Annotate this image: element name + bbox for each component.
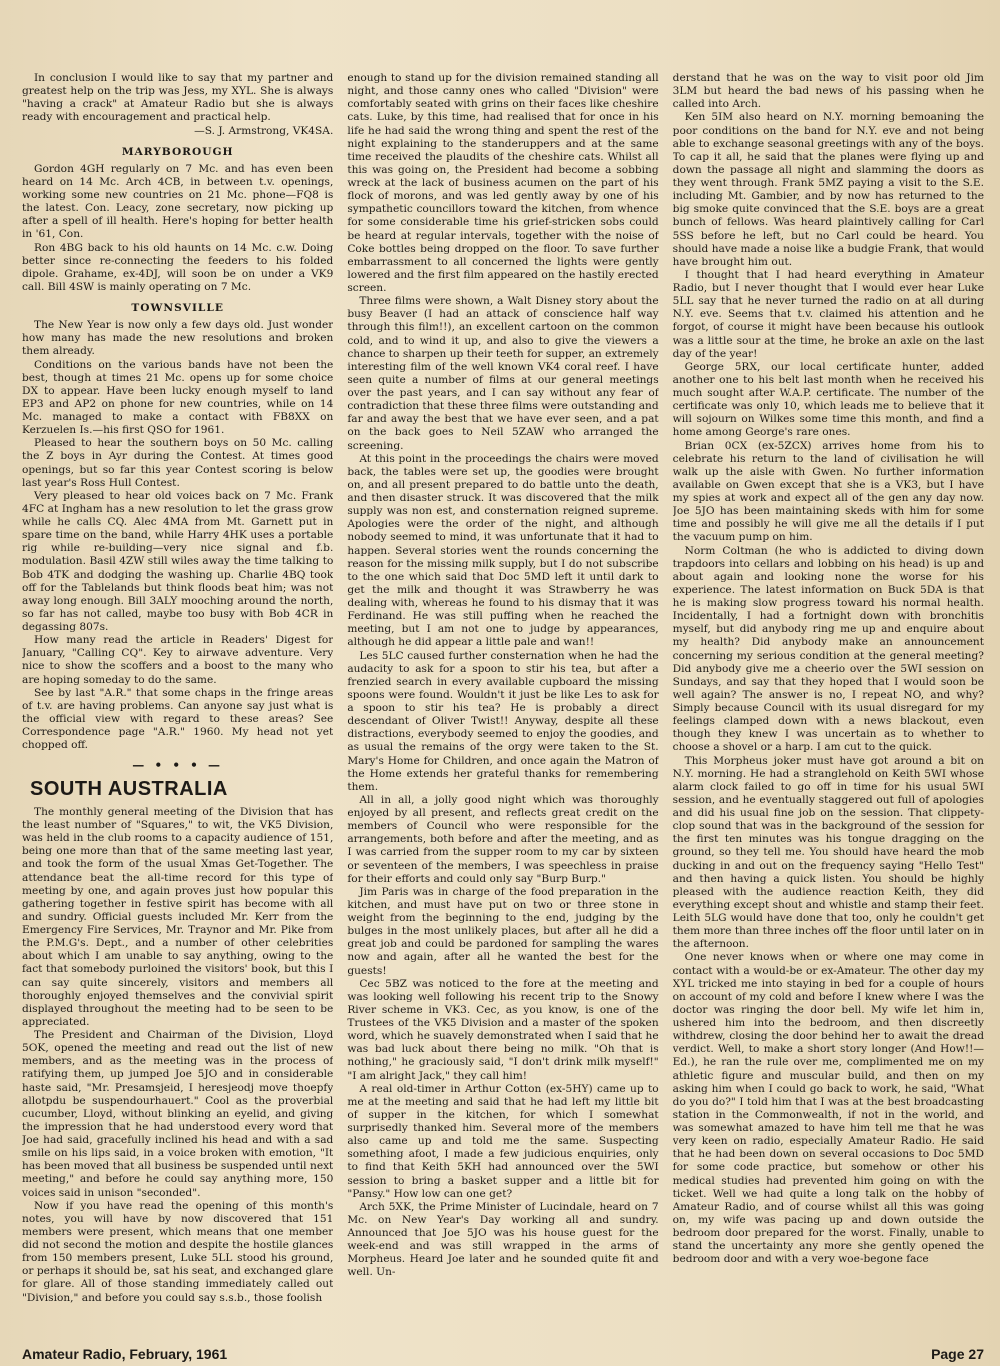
column-2 bbox=[347, 72, 658, 1334]
paragraph: One never knows when or where one may come in contact with a would-be or ex-Amateur. The other day my XYL tricked me into staying in bed for a couple of hours on account of my cold and before I knew where I was the doctor was ringing the door bell. My wife let him in, ushered him into the bedroom, and then discreetly withdrew, closing the door behind her to await the dread verdict. Well, to make a short story longer (And How!!—Ed.), he ran the rule over me, complimented me on my athletic figure and muscular build, and then on my asking him when I could go back to work, he said, "What do you do?" I told him that I was at the best broadcasting station in the Commonwealth, if not in the world, and was somewhat amazed to have him tell me that he was very keen on radio, especially Amateur Radio. He said that he had been down on several occasions to Doc 5MD for some code practice, but somehow or other his medical studies had prevented him going on with the ticket. Well we had quite a long talk on the hobby of Amateur Radio, and of course whilst all this was going on, my wife was pacing up and down outside the bedroom door prepared for the worst. Finally, unable to stand the uncertainty any more she gently opened the bedroom door and with a very woe-begone face bbox=[672, 951, 984, 1266]
paragraph: Very pleased to hear old voices back on 7 Mc. Frank 4FC at Ingham has a new resolution to let the grass grow while he calls CQ. Alec 4MA from Mt. Garnett put in spare time on the band, while Harry 4HK uses a portable rig while re-building—very nice signal and f.b. modulation. Basil 4ZW still wiles away the time talking to Bob 4TK and dodging the washing up. Charlie 4BQ took off for the Tablelands but think floods beat him; was not away long enough. Bill 3ALY mooching around the north, so far has not called, maybe too busy with Bob 4CR in degassing 807s. bbox=[22, 489, 334, 633]
paragraph: Conditions on the various bands have not been the best, though at times 21 Mc. opens up for some choice DX to appear. Have been lucky enough myself to land EP3 and AP2 on phone for new countries, while on 14 Mc. managed to make a contact with FB8XX on Kerzuelen Is.—his first QSO for 1961. bbox=[22, 358, 334, 437]
section-title-south-australia: SOUTH AUSTRALIA bbox=[30, 778, 228, 801]
paragraph: enough to stand up for the division remained standing all night, and those canny ones who called "Division" were comfortably seated with grins on their faces like cheshire cats. Luke, by this time, had realised that for once in his life he had said the wrong thing and spent the rest of the night explaining to the standeruppers and at the same time received the plaudits of the cheshire cats. Whilst all this was going on, the President had become a sobbing wreck at the lack of business acumen on the part of his flock of morons, and was led gently away by one of his sympathetic councillors toward the kitchen, from whence for some considerable time his grief-stricken sobs could be heard at regular intervals, together with the noise of Coke bottles being dropped on the floor. To save further embarrassment to all concerned the lights were gently lowered and the first film appeared on the hastily erected screen. bbox=[347, 72, 659, 294]
section-divider: — • • • — bbox=[132, 758, 224, 773]
footer-publication: Amateur Radio, February, 1961 bbox=[22, 1346, 228, 1362]
column-1 bbox=[22, 72, 333, 1334]
paragraph: The New Year is now only a few days old. Just wonder how many has made the new resolutions and broken them already. bbox=[22, 319, 334, 358]
paragraph: I thought that I had heard everything in Amateur Radio, but I never thought that I would ever hear Luke 5LL say that he never turned the radio on at all during N.Y. eve. Seems that t.v. claimed his attention and he forgot, of course it might have been because his outlook was a little sour at the time, he broke an axle on the last day of the year! bbox=[672, 268, 984, 360]
paragraph: derstand that he was on the way to visit poor old Jim 3LM but heard the bad news of his passing when he called into Arch. bbox=[672, 72, 984, 111]
paragraph: Jim Paris was in charge of the food preparation in the kitchen, and must have put on two or three stone in weight from the beginning to the end, judging by the bulges in the most unlikely places, but after all he did a great job and could be pardoned for sampling the wares now and again, after all he wanted the best for the guests! bbox=[347, 885, 659, 977]
paragraph: Les 5LC caused further consternation when he had the audacity to ask for a spoon to stir his tea, but after a frenzied search in every available cupboard the missing spoons were found. Wouldn't it just be like Les to ask for a spoon to stir his tea? He is probably a direct descendant of Oliver Twist!! Anyway, despite all these distractions, everybody seemed to enjoy the goodies, and as usual the remains of the orgy were taken to the St. Mary's Home for Children, and once again the Matron of the Home extends her grateful thanks for remembering them. bbox=[347, 649, 659, 793]
paragraph: At this point in the proceedings the chairs were moved back, the tables were set up, the goodies were brought on, and all present prepared to do battle unto the death, and then disaster struck. It was discovered that the milk supply was non est, and consternation reigned supreme. Apologies were the order of the night, and although nobody seemed to mind, it was unfortunate that it had to happen. Several stories went the rounds concerning the reason for the missing milk supply, but I do not subscribe to the one which said that Doc 5MD left it until dark to get the milk and thought it was Strawberry he was dealing with, whereas he found to his dismay that it was Ferdinand. He was still puffing when he reached the meeting, but I am not one to judge by appearances, although he did appear a little pale and wan!! bbox=[347, 452, 659, 649]
paragraph: George 5RX, our local certificate hunter, added another one to his belt last month when he received his much sought after W.A.P. certificate. The number of the certificate was only 10, which leads me to believe that it will sojourn on Wilkes some time this month, and find a home among George's rare ones. bbox=[672, 360, 984, 439]
footer-page-number: Page 27 bbox=[931, 1346, 984, 1362]
paragraph: This Morpheus joker must have got around a bit on N.Y. morning. He had a stranglehold on Keith 5WI whose alarm clock failed to go off in time for his usual 5WI session, and he eventually staggered out full of apologies and did his usual fine job on the session. That clippety-clop sound that was in the background of the session for the first ten minutes was his tongue dragging on the ground, so they tell me. You should have heard the mob ducking in and out on the frequency saying "Hello Test" and then having a quick listen. You should be highly pleased with the audience reaction Keith, they did everything except shout and whistle and stamp their feet. Leith 5LG would have done that too, only he couldn't get them more than three inches off the floor until later on in the afternoon. bbox=[672, 754, 984, 951]
paragraph: A real old-timer in Arthur Cotton (ex-5HY) came up to me at the meeting and said that he had left my little bit of supper in the kitchen, for which I somewhat surprisedly thanked him. Several more of the members also came up and told me the same. Suspecting something afoot, I made a few judicious enquiries, only to find that Keith 5KH had announced over the 5WI session to bring a basket supper and a little bit for "Pansy." How low can one get? bbox=[347, 1082, 659, 1200]
paragraph: Cec 5BZ was noticed to the fore at the meeting and was looking well following his recent trip to the Snowy River scheme in VK3. Cec, as you know, is one of the Trustees of the VK5 Division and a master of the spoken word, which he suavely demonstrated when I said that he was bad luck about there being no milk. "Oh that is nothing," he graciously said, "I don't drink milk myself!" "I am alright Jack," they call him! bbox=[347, 977, 659, 1082]
text-columns bbox=[22, 72, 984, 1334]
paragraph: Arch 5XK, the Prime Minister of Lucindale, heard on 7 Mc. on New Year's Day working all and sundry. Announced that Joe 5JO was his house guest for the week-end and was still wrapped in the arms of Morpheus. Heard Joe later and he sounded quite fit and well. Un- bbox=[347, 1200, 659, 1279]
paragraph: Pleased to hear the southern boys on 50 Mc. calling the Z boys in Ayr during the Contest. At times good openings, but so far this year Contest scoring is below last year's Ross Hull Contest. bbox=[22, 437, 334, 489]
paragraph: Norm Coltman (he who is addicted to diving down trapdoors into cellars and lobbing on his head) is up and about again and looking none the worse for his experience. The latest information on Buck 5DA is that he is making slow progress toward his normal health. Incidentally, I had a fortnight down with bronchitis myself, but did anybody ring me up and enquire about my health? Did anybody make an announcement concerning my serious condition at the general meeting? Did anybody give me a cheerio over the 5WI session on Sundays, and say that they hoped that I would soon be well again? The answer is no, I repeat NO, and why? Simply because Council with its usual disregard for my feelings clamped down with a news blackout, even though they knew I was uncertain as to whether to choose a shovel or a harp. I am cut to the quick. bbox=[672, 544, 984, 754]
paragraph: Three films were shown, a Walt Disney story about the busy Beaver (I had an attack of conscience half way through this film!!), an excellent cartoon on the common cold, and to wind it up, and also to give the viewers a chance to sharpen up their teeth for supper, an extremely interesting film of the well known VK4 coral reef. I have seen quite a number of films at our general meetings over the past years, and I can say without any fear of contradiction that these three films were outstanding and far and away the best that we have ever seen, and a pat on the back goes to Neil 5ZAW who arranged the screening. bbox=[347, 295, 659, 452]
column-3 bbox=[673, 72, 984, 1334]
paragraph: Ken 5IM also heard on N.Y. morning bemoaning the poor conditions on the band for N.Y. eve and not being able to exchange seasonal greetings with any of the boys. To cap it all, he said that the planes were flying up and down the passage all night and slamming the doors as they went through. Frank 5MZ paying a visit to the S.E. including Mt. Gambier, and by now has returned to the big smoke quite convinced that the S.E. boys are a great bunch of fellows. Was heard plaintively calling for Carl 5SS before he left, but no Carl could be heard. You should have made a noise like a budgie Frank, that would have brought him out. bbox=[672, 111, 984, 268]
paragraph: Ron 4BG back to his old haunts on 14 Mc. c.w. Doing better since re-connecting the feeders to his folded dipole. Grahame, ex-4DJ, will soon be on under a VK9 call. Bill 4SW is mainly operating on 7 Mc. bbox=[22, 241, 334, 293]
paragraph: The President and Chairman of the Division, Lloyd 5OK, opened the meeting and read out the list of new members, and as the meeting was in the process of ratifying them, up jumped Joe 5JO and in considerable haste said, "Mr. Presamsjeid, I heresjeodj move thoepfy allotpdu be suspendourhauert." Cool as the proverbial cucumber, Lloyd, without blinking an eyelid, and giving the impression that he had understood every word that Joe had said, gracefully inclined his head and with a sad smile on his lips said, in a voice broken with emotion, "It has been moved that all business be suspended until next meeting," and before he could say anything more, 150 voices said in unison "seconded". bbox=[22, 1029, 334, 1199]
signature: —S. J. Armstrong, VK4SA. bbox=[194, 124, 334, 137]
page-footer bbox=[22, 1346, 984, 1362]
paragraph: Now if you have read the opening of this month's notes, you will have by now discovered that 151 members were present, which means that one member did not second the motion and despite the hostile glances from 150 members present, Luke 5LL stood his ground, or perhaps it should be, sat his seat, and exchanged glare for glare. All of those standing immediately called out "Division," and before you could say s.s.b., those foolish bbox=[22, 1199, 334, 1304]
paragraph: The monthly general meeting of the Division that has the least number of "Squares," to wit, the VK5 Division, was held in the club rooms to a capacity audience of 151, being one more than that of the same meeting last year, and took the form of the usual Xmas Get-Together. The attendance beat the all-time record for this type of meeting by one, and again proves just how popular this gathering together in festive spirit has become with all and sundry. Official guests included Mr. Kerr from the Emergency Fire Services, Mr. Traynor and Mr. Pike from the P.M.G's. Dept., and a number of other celebrities about which I am unable to say anything, owing to the fact that somebody purloined the visitors' book, but this I can say quite sincerely, visitors and members all thoroughly enjoyed themselves and the convivial spirit displayed throughout the meeting had to be seen to be appreciated. bbox=[22, 805, 334, 1028]
paragraph: See by last "A.R." that some chaps in the fringe areas of t.v. are having problems. Can anyone say just what is the official view with regard to these areas? See Correspondence page "A.R." 1960. My head not yet chopped off. bbox=[22, 686, 334, 752]
paragraph: All in all, a jolly good night which was thoroughly enjoyed by all present, and reflects great credit on the members of Council who were responsible for the arrangements, both before and after the meeting, and as I was carried from the supper room to my car by sixteen or seventeen of the members, I was speechless in praise for their efforts and could only say "Burp Burp." bbox=[347, 793, 659, 885]
intro-paragraph: In conclusion I would like to say that my partner and greatest help on the trip was Jess, my XYL. She is always "having a crack" at Amateur Radio but she is always ready with encouragement and practical help. bbox=[22, 72, 334, 124]
paragraph: How many read the article in Readers' Digest for January, "Calling CQ". Key to airwave adventure. Very nice to show the scoffers and a boost to the many who are hoping someday to do the same. bbox=[22, 634, 334, 686]
paragraph: Brian 0CX (ex-5ZCX) arrives home from his to celebrate his return to the land of civilisation he will walk up the aisle with Gwen. No further information available on Gwen except that she is a VK3, but I have my spies at work and expect all of the gen any day now. Joe 5JO has been maintaining skeds with him for some time and possibly he will give me all the details if I put the vacuum pump on him. bbox=[672, 439, 984, 544]
subheading-maryborough: MARYBOROUGH bbox=[121, 145, 234, 158]
paragraph: Gordon 4GH regularly on 7 Mc. and has even been heard on 14 Mc. Arch 4CB, in between t.v. openings, working some new countries on 21 Mc. phone—FQ8 is the latest. Con. Leacy, zone secretary, now picking up after a spell of ill health. Here's hoping for better health in '61, Con. bbox=[22, 162, 334, 241]
subheading-townsville: TOWNSVILLE bbox=[131, 302, 224, 314]
